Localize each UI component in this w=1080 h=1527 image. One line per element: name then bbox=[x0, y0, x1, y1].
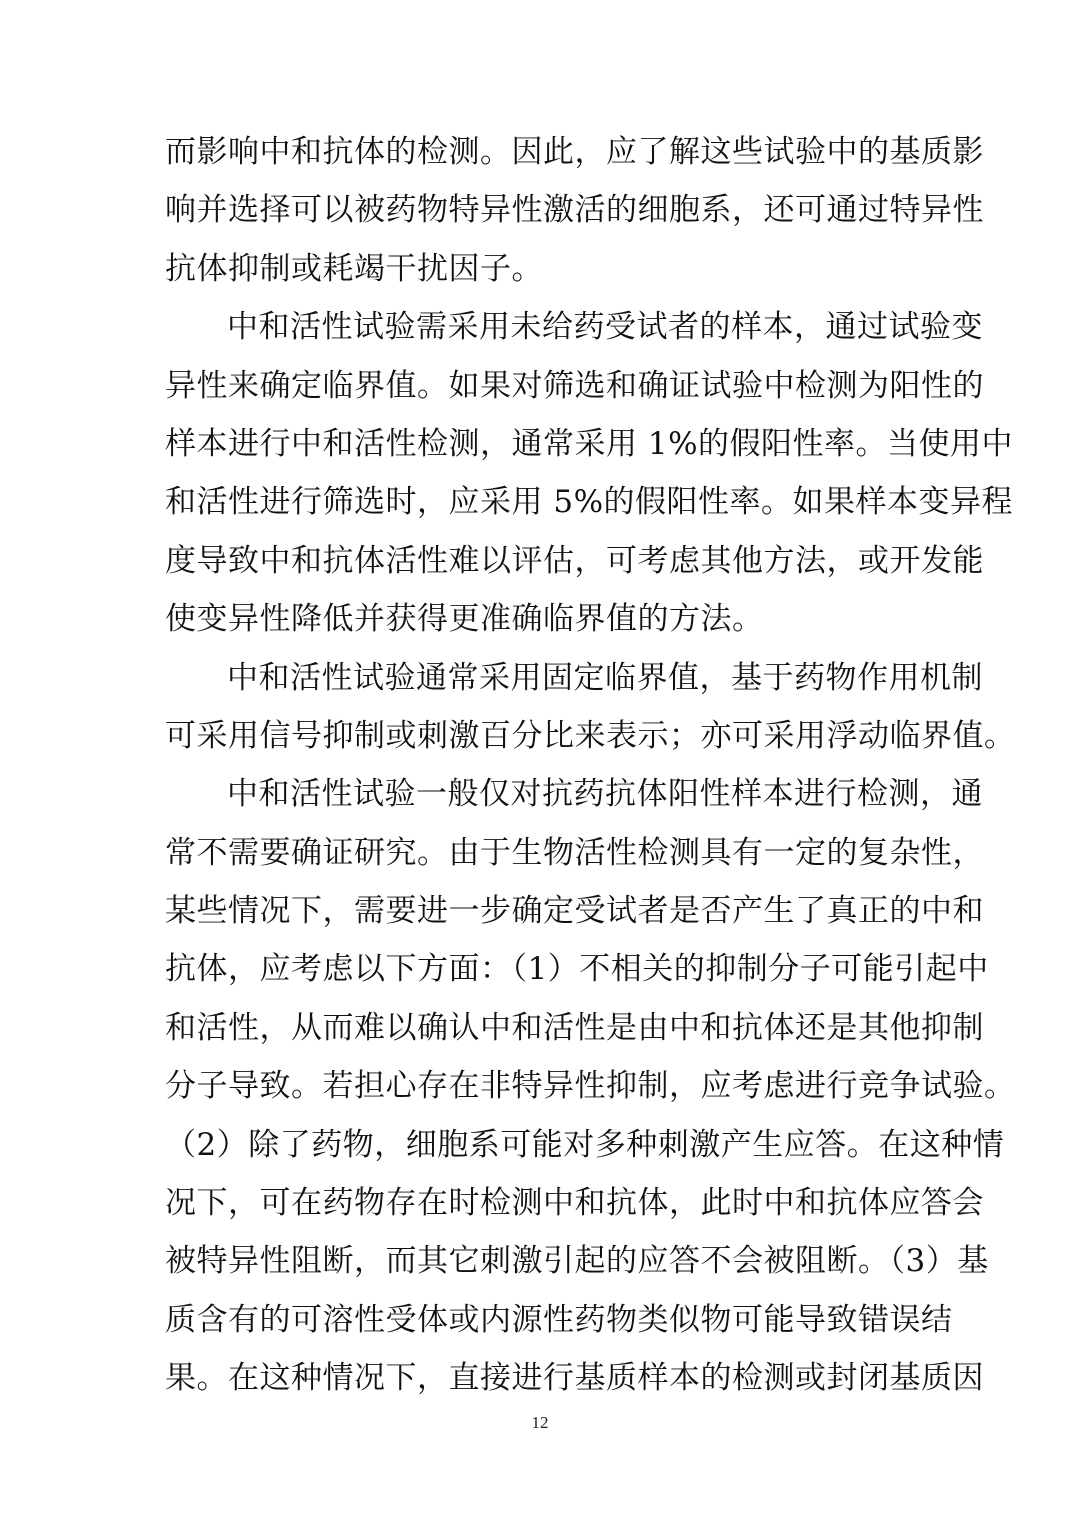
text-line: 度导致中和抗体活性难以评估，可考虑其他方法，或开发能 bbox=[165, 542, 984, 579]
text-line: 可采用信号抑制或刺激百分比来表示；亦可采用浮动临界值。 bbox=[165, 717, 1016, 754]
text-line: 而影响中和抗体的检测。因此，应了解这些试验中的基质影 bbox=[165, 134, 984, 170]
text-line: 质含有的可溶性受体或内源性药物类似物可能导致错误结 bbox=[165, 1301, 953, 1338]
text-line: 常不需要确证研究。由于生物活性检测具有一定的复杂性， bbox=[165, 834, 984, 871]
paragraph-first-line: 中和活性试验需采用未给药受试者的样本，通过试验变 bbox=[227, 309, 983, 346]
text-line: 样本进行中和活性检测，通常采用 1%的假阳性率。当使用中 bbox=[165, 425, 1014, 462]
paragraph-first-line: 中和活性试验一般仅对抗药抗体阳性样本进行检测，通 bbox=[227, 776, 983, 813]
text-line: 被特异性阻断，而其它刺激引起的应答不会被阻断。（3）基 bbox=[165, 1243, 989, 1280]
text-line: （2）除了药物，细胞系可能对多种刺激产生应答。在这种情 bbox=[165, 1126, 1005, 1163]
text-line: 和活性进行筛选时，应采用 5%的假阳性率。如果样本变异程 bbox=[165, 484, 1014, 521]
text-line: 某些情况下，需要进一步确定受试者是否产生了真正的中和 bbox=[165, 893, 984, 930]
paragraph-first-line: 中和活性试验通常采用固定临界值，基于药物作用机制 bbox=[227, 659, 983, 696]
text-line: 响并选择可以被药物特异性激活的细胞系，还可通过特异性 bbox=[165, 192, 984, 229]
text-line: 使变异性降低并获得更准确临界值的方法。 bbox=[165, 601, 764, 638]
body-text bbox=[165, 123, 1016, 1408]
text-line: 况下，可在药物存在时检测中和抗体，此时中和抗体应答会 bbox=[165, 1185, 984, 1222]
text-line: 抗体抑制或耗竭干扰因子。 bbox=[165, 250, 543, 287]
text-line: 果。在这种情况下，直接进行基质样本的检测或封闭基质因 bbox=[165, 1360, 984, 1397]
text-line: 分子导致。若担心存在非特异性抑制，应考虑进行竞争试验。 bbox=[165, 1068, 1016, 1105]
text-line: 和活性，从而难以确认中和活性是由中和抗体还是其他抑制 bbox=[165, 1009, 984, 1046]
page-number: 12 bbox=[531, 1413, 549, 1432]
text-line: 抗体，应考虑以下方面：（1）不相关的抑制分子可能引起中 bbox=[165, 951, 989, 988]
text-line: 异性来确定临界值。如果对筛选和确证试验中检测为阳性的 bbox=[165, 367, 984, 404]
